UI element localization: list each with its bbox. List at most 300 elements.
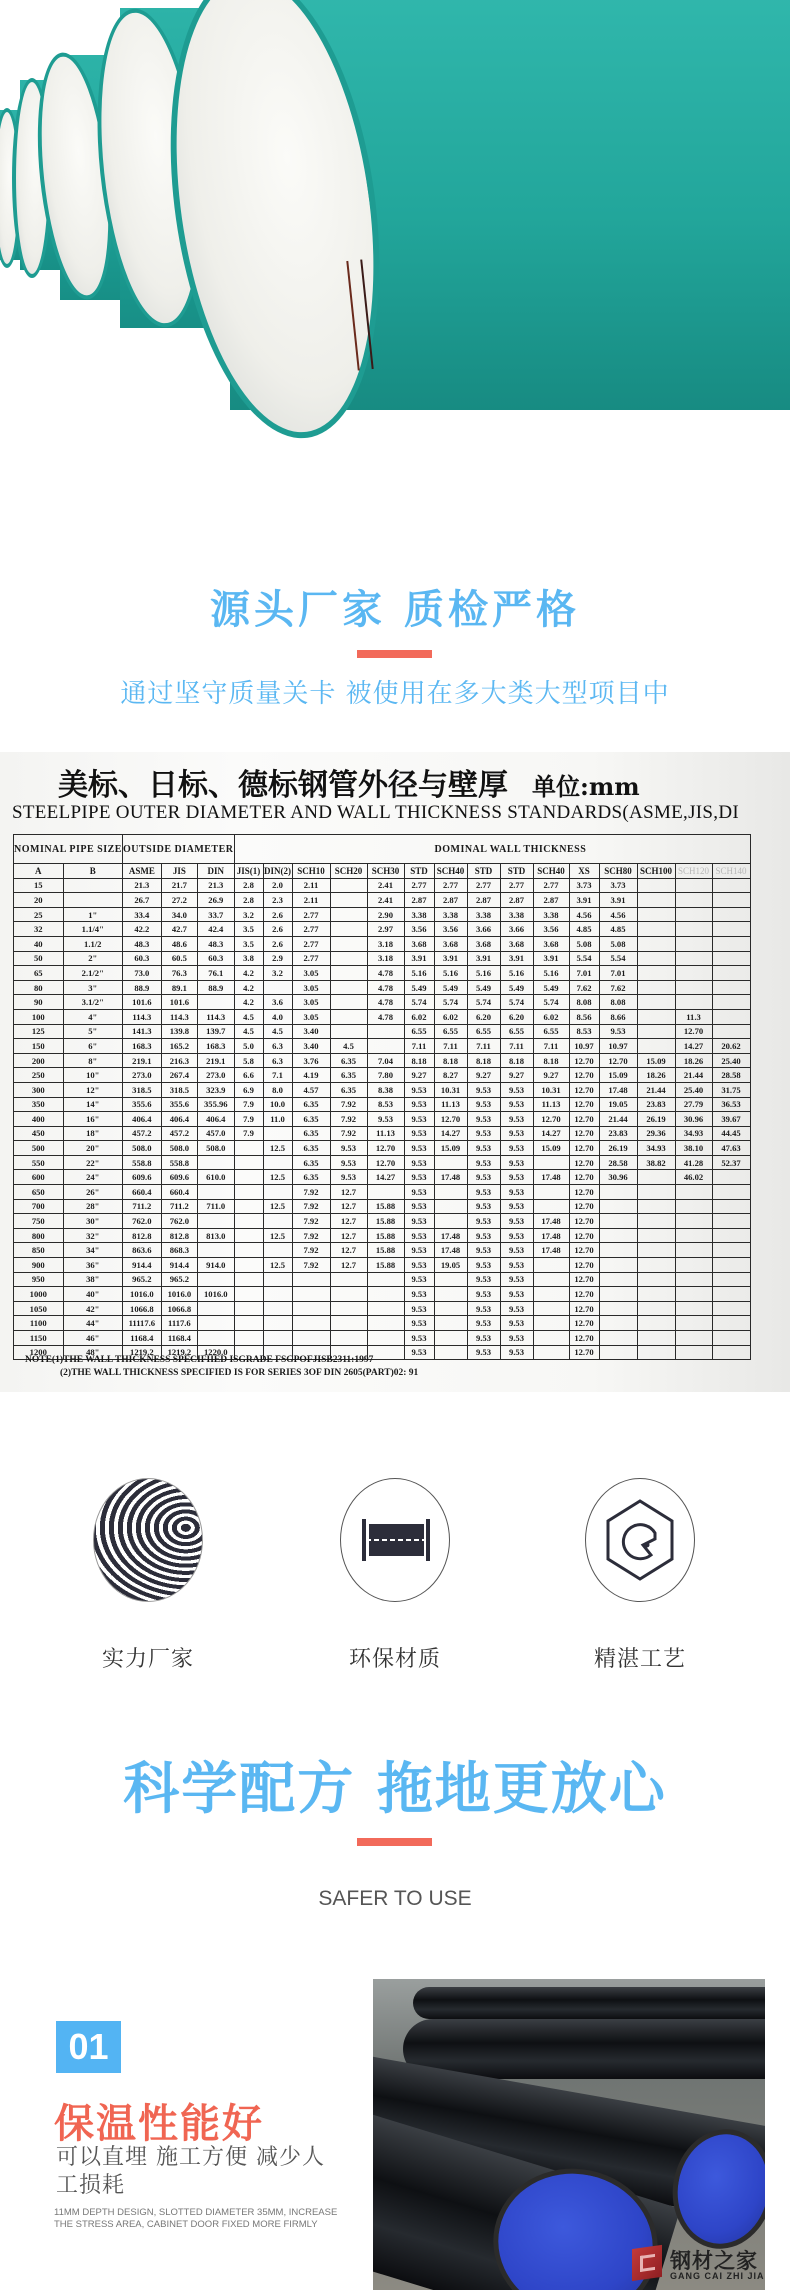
table-cell: 9.53: [404, 1126, 434, 1141]
table-cell: 19.05: [434, 1258, 467, 1273]
table-cell: [599, 1199, 637, 1214]
table-cell: [292, 1287, 330, 1302]
table-cell: 3.91: [467, 951, 500, 966]
table-cell: 2.77: [292, 907, 330, 922]
table-cell: 11.0: [263, 1112, 292, 1127]
table-cell: 8.18: [500, 1053, 533, 1068]
table-cell: 457.0: [198, 1126, 234, 1141]
column-header: ASME: [122, 864, 161, 879]
table-cell: 9.53: [467, 1214, 500, 1229]
table-cell: 5.0: [234, 1039, 263, 1054]
table-cell: 300: [14, 1082, 64, 1097]
table-cell: 9.53: [500, 1141, 533, 1156]
table-cell: 12.70: [569, 1243, 599, 1258]
table-cell: [599, 1287, 637, 1302]
table-cell: 3.73: [599, 878, 637, 893]
table-cell: 1100: [14, 1316, 64, 1331]
table-cell: 812.8: [161, 1228, 197, 1243]
table-cell: 9.53: [500, 1287, 533, 1302]
table-cell: 88.9: [198, 980, 234, 995]
table-cell: 9.53: [467, 1258, 500, 1273]
spec-sheet-title-cn: [58, 760, 640, 804]
table-cell: 23.83: [599, 1126, 637, 1141]
table-cell: 2.1/2": [63, 966, 122, 981]
table-cell: 863.6: [122, 1243, 161, 1258]
table-cell: 12.7: [330, 1214, 367, 1229]
table-cell: [675, 1345, 712, 1360]
table-cell: 14.27: [675, 1039, 712, 1054]
table-cell: 26.7: [122, 893, 161, 908]
table-cell: 2.90: [367, 907, 404, 922]
table-cell: 8.08: [569, 995, 599, 1010]
table-cell: 9.53: [467, 1082, 500, 1097]
table-cell: 9.53: [467, 1301, 500, 1316]
table-cell: [599, 1185, 637, 1200]
table-cell: 5.16: [434, 966, 467, 981]
table-cell: 12.70: [533, 1112, 569, 1127]
table-cell: 22": [63, 1155, 122, 1170]
column-header: STD: [467, 864, 500, 879]
table-cell: 12.70: [569, 1185, 599, 1200]
table-cell: 2.41: [367, 878, 404, 893]
table-cell: 9.53: [404, 1214, 434, 1229]
table-cell: 32: [14, 922, 64, 937]
table-cell: 2.87: [404, 893, 434, 908]
table-cell: 4.5: [330, 1039, 367, 1054]
table-cell: 711.2: [122, 1199, 161, 1214]
table-cell: 650: [14, 1185, 64, 1200]
table-cell: [330, 1287, 367, 1302]
table-cell: 30.96: [675, 1112, 712, 1127]
table-cell: [263, 1272, 292, 1287]
table-cell: [599, 1331, 637, 1346]
column-header: A: [14, 864, 64, 879]
pipe-section-icon: [340, 1478, 450, 1602]
table-cell: 60.5: [161, 951, 197, 966]
table-cell: 40": [63, 1287, 122, 1302]
table-cell: 12.5: [263, 1258, 292, 1273]
table-cell: 9.53: [404, 1155, 434, 1170]
table-cell: 2.0: [263, 878, 292, 893]
table-cell: 8.27: [434, 1068, 467, 1083]
table-cell: 10.97: [599, 1039, 637, 1054]
table-cell: 17.48: [533, 1214, 569, 1229]
table-cell: 12.70: [569, 1126, 599, 1141]
table-cell: 914.0: [198, 1258, 234, 1273]
table-cell: 3.68: [404, 936, 434, 951]
table-cell: [533, 1272, 569, 1287]
table-cell: 9.53: [500, 1316, 533, 1331]
table-cell: 273.0: [122, 1068, 161, 1083]
table-cell: 2": [63, 951, 122, 966]
table-cell: 457.2: [122, 1126, 161, 1141]
logo-text-en: GANG CAI ZHI JIA: [670, 2271, 765, 2281]
table-cell: 12.70: [569, 1214, 599, 1229]
table-cell: 26.19: [637, 1112, 675, 1127]
table-cell: [263, 1316, 292, 1331]
feature-english-caption: 11MM DEPTH DESIGN, SLOTTED DIAMETER 35MM, INCREASE THE STRESS AREA, CABINET DOOR FIXED MORE FIRMLY: [54, 2207, 338, 2230]
unit-label: 单位:mm: [532, 772, 640, 801]
table-cell: 17.48: [533, 1243, 569, 1258]
table-cell: [599, 1301, 637, 1316]
table-cell: [263, 1243, 292, 1258]
table-cell: [675, 980, 712, 995]
table-cell: [198, 1214, 234, 1229]
table-cell: 48.3: [198, 936, 234, 951]
table-cell: 7.11: [404, 1039, 434, 1054]
table-cell: 9.53: [467, 1155, 500, 1170]
table-cell: [637, 1301, 675, 1316]
table-cell: [599, 1272, 637, 1287]
table-cell: 150: [14, 1039, 64, 1054]
table-cell: [234, 1185, 263, 1200]
table-cell: 762.0: [161, 1214, 197, 1229]
table-cell: 11.13: [434, 1097, 467, 1112]
table-cell: 168.3: [198, 1039, 234, 1054]
table-cell: 9.53: [500, 1345, 533, 1360]
table-cell: [533, 1345, 569, 1360]
table-cell: 24": [63, 1170, 122, 1185]
table-cell: 600: [14, 1170, 64, 1185]
table-cell: 1016.0: [198, 1287, 234, 1302]
table-cell: 5.16: [533, 966, 569, 981]
table-row: [14, 1316, 751, 1331]
table-cell: 6.35: [330, 1053, 367, 1068]
table-cell: [599, 1345, 637, 1360]
table-cell: 2.6: [263, 907, 292, 922]
table-cell: 17.48: [599, 1082, 637, 1097]
table-cell: 12.7: [330, 1243, 367, 1258]
table-cell: [637, 966, 675, 981]
table-row: [14, 1199, 751, 1214]
table-cell: 3.91: [533, 951, 569, 966]
table-cell: [330, 1272, 367, 1287]
table-cell: 6.35: [330, 1068, 367, 1083]
table-cell: 7.11: [467, 1039, 500, 1054]
table-cell: 60.3: [122, 951, 161, 966]
feature-title: 保温性能好: [54, 2101, 264, 2147]
table-cell: 8.66: [599, 1009, 637, 1024]
table-cell: 5.08: [599, 936, 637, 951]
table-cell: 12.70: [569, 1141, 599, 1156]
table-cell: 711.0: [198, 1199, 234, 1214]
table-cell: 3.56: [404, 922, 434, 937]
table-cell: 12.5: [263, 1141, 292, 1156]
table-cell: [712, 951, 750, 966]
table-cell: 5.74: [467, 995, 500, 1010]
table-cell: 9.53: [404, 1287, 434, 1302]
table-cell: [637, 951, 675, 966]
table-cell: [234, 1301, 263, 1316]
table-cell: [675, 936, 712, 951]
table-cell: 114.3: [161, 1009, 197, 1024]
feature-number-badge: 01: [56, 2021, 121, 2073]
brand-logo: [630, 2245, 790, 2285]
table-cell: 17.48: [434, 1228, 467, 1243]
table-cell: [637, 1287, 675, 1302]
table-row: [14, 1272, 751, 1287]
table-cell: 3": [63, 980, 122, 995]
table-cell: 9.53: [467, 1097, 500, 1112]
table-cell: 6.20: [467, 1009, 500, 1024]
table-cell: 12.70: [569, 1272, 599, 1287]
table-cell: 355.6: [161, 1097, 197, 1112]
table-row: [14, 951, 751, 966]
table-cell: 100: [14, 1009, 64, 1024]
table-cell: [198, 1301, 234, 1316]
table-cell: 34.0: [161, 907, 197, 922]
table-cell: 5.49: [404, 980, 434, 995]
table-cell: 14.27: [367, 1170, 404, 1185]
table-row: [14, 1112, 751, 1127]
table-cell: 90: [14, 995, 64, 1010]
table-cell: 3.73: [569, 878, 599, 893]
table-cell: 9.53: [467, 1170, 500, 1185]
table-cell: [712, 1199, 750, 1214]
table-cell: 18.26: [675, 1053, 712, 1068]
table-cell: 3.1/2": [63, 995, 122, 1010]
column-header: JIS(1): [234, 864, 263, 879]
table-cell: 3.05: [292, 995, 330, 1010]
table-cell: [330, 995, 367, 1010]
table-cell: 3.38: [404, 907, 434, 922]
table-cell: [367, 1331, 404, 1346]
table-cell: 762.0: [122, 1214, 161, 1229]
table-cell: 23.83: [637, 1097, 675, 1112]
table-cell: 558.8: [122, 1155, 161, 1170]
table-cell: 12.70: [569, 1331, 599, 1346]
table-cell: [234, 1199, 263, 1214]
table-cell: 9.53: [330, 1170, 367, 1185]
table-cell: [234, 1170, 263, 1185]
table-cell: 165.2: [161, 1039, 197, 1054]
table-cell: 11.13: [367, 1126, 404, 1141]
table-cell: 219.1: [122, 1053, 161, 1068]
table-row: [14, 1039, 751, 1054]
table-cell: 139.8: [161, 1024, 197, 1039]
table-cell: [434, 1214, 467, 1229]
table-cell: 25: [14, 907, 64, 922]
table-cell: [675, 907, 712, 922]
table-cell: 7.92: [292, 1185, 330, 1200]
table-cell: 2.6: [263, 936, 292, 951]
table-cell: 1117.6: [161, 1316, 197, 1331]
table-cell: [234, 1243, 263, 1258]
table-cell: [234, 1287, 263, 1302]
table-cell: 15.09: [434, 1141, 467, 1156]
table-cell: 8.0: [263, 1082, 292, 1097]
feature-card-craft: [570, 1478, 710, 1673]
table-cell: [234, 1316, 263, 1331]
table-cell: 101.6: [161, 995, 197, 1010]
table-cell: 850: [14, 1243, 64, 1258]
table-cell: 3.8: [234, 951, 263, 966]
table-cell: 12.7: [330, 1228, 367, 1243]
accent-bar: [357, 650, 432, 658]
table-cell: 18": [63, 1126, 122, 1141]
column-header: DIN(2): [263, 864, 292, 879]
table-cell: 9.53: [500, 1228, 533, 1243]
table-cell: [637, 1345, 675, 1360]
table-cell: 12.70: [569, 1287, 599, 1302]
table-cell: 660.4: [122, 1185, 161, 1200]
table-cell: 2.97: [367, 922, 404, 937]
table-cell: 7.9: [234, 1112, 263, 1127]
table-cell: 12.70: [569, 1316, 599, 1331]
table-cell: 15.88: [367, 1199, 404, 1214]
table-cell: 6.35: [292, 1141, 330, 1156]
table-cell: 6.02: [533, 1009, 569, 1024]
table-cell: 9.53: [330, 1141, 367, 1156]
table-cell: 33.7: [198, 907, 234, 922]
table-cell: 34": [63, 1243, 122, 1258]
table-cell: 8.18: [467, 1053, 500, 1068]
column-header: SCH80: [599, 864, 637, 879]
hexagon-craft-icon: [585, 1478, 695, 1602]
table-cell: 3.91: [569, 893, 599, 908]
table-cell: 7.80: [367, 1068, 404, 1083]
table-cell: [637, 922, 675, 937]
table-cell: [367, 1272, 404, 1287]
table-cell: 2.11: [292, 893, 330, 908]
table-row: [14, 995, 751, 1010]
table-row: [14, 980, 751, 995]
table-cell: [198, 995, 234, 1010]
table-cell: 42.2: [122, 922, 161, 937]
table-cell: 6": [63, 1039, 122, 1054]
table-cell: 2.77: [404, 878, 434, 893]
feature-label: 精湛工艺: [593, 1647, 686, 1672]
table-cell: 3.38: [434, 907, 467, 922]
table-cell: 4.5: [263, 1024, 292, 1039]
table-cell: [234, 1155, 263, 1170]
table-cell: [198, 1185, 234, 1200]
table-cell: 2.87: [533, 893, 569, 908]
table-cell: 10.0: [263, 1097, 292, 1112]
table-cell: 350: [14, 1097, 64, 1112]
table-cell: 34.93: [637, 1141, 675, 1156]
table-cell: 1168.4: [122, 1331, 161, 1346]
table-cell: 2.87: [434, 893, 467, 908]
table-cell: 609.6: [122, 1170, 161, 1185]
section2-title: 科学配方 拖地更放心: [123, 1757, 667, 1822]
table-cell: 12.5: [263, 1199, 292, 1214]
table-cell: 3.6: [263, 995, 292, 1010]
spec-sheet: [0, 752, 790, 1392]
table-cell: 9.53: [599, 1024, 637, 1039]
table-cell: 9.53: [467, 1126, 500, 1141]
table-cell: [637, 1214, 675, 1229]
table-cell: [330, 1301, 367, 1316]
table-cell: [675, 1301, 712, 1316]
table-cell: 200: [14, 1053, 64, 1068]
table-cell: [330, 893, 367, 908]
table-cell: 4.57: [292, 1082, 330, 1097]
table-cell: 6.55: [434, 1024, 467, 1039]
section1-subtitle: 通过坚守质量关卡 被使用在多大类大型项目中: [120, 679, 670, 709]
nominal-pipe-size-header: NOMINAL PIPE SIZE: [14, 835, 123, 864]
table-cell: 9.53: [467, 1316, 500, 1331]
table-cell: 7.92: [292, 1228, 330, 1243]
table-row: [14, 1214, 751, 1229]
table-cell: [675, 966, 712, 981]
table-cell: 34.93: [675, 1126, 712, 1141]
table-cell: [599, 1258, 637, 1273]
black-pipes-photo: [373, 1979, 765, 2290]
column-header: STD: [500, 864, 533, 879]
table-cell: 8.08: [599, 995, 637, 1010]
table-cell: 14.27: [533, 1126, 569, 1141]
table-cell: 17.48: [434, 1170, 467, 1185]
table-cell: [434, 1272, 467, 1287]
table-cell: 6.55: [533, 1024, 569, 1039]
table-cell: 950: [14, 1272, 64, 1287]
table-cell: [198, 1331, 234, 1346]
column-header: JIS: [161, 864, 197, 879]
table-cell: [675, 1287, 712, 1302]
table-cell: 15.09: [533, 1141, 569, 1156]
logo-cube-icon: [632, 2245, 662, 2281]
table-cell: 15.88: [367, 1228, 404, 1243]
table-cell: 26.9: [198, 893, 234, 908]
table-cell: 4.78: [367, 995, 404, 1010]
table-cell: 5": [63, 1024, 122, 1039]
table-cell: 3.56: [434, 922, 467, 937]
table-cell: 3.68: [434, 936, 467, 951]
table-cell: 17.48: [533, 1170, 569, 1185]
table-cell: [712, 980, 750, 995]
table-cell: [712, 1170, 750, 1185]
table-row: [14, 936, 751, 951]
table-cell: 21.44: [599, 1112, 637, 1127]
table-cell: 30.96: [599, 1170, 637, 1185]
table-cell: [712, 1272, 750, 1287]
spec-table-body: [14, 878, 751, 1360]
table-cell: 318.5: [122, 1082, 161, 1097]
table-cell: 3.38: [467, 907, 500, 922]
table-cell: 1168.4: [161, 1331, 197, 1346]
table-cell: 28": [63, 1199, 122, 1214]
table-cell: 3.18: [367, 936, 404, 951]
table-cell: 3.40: [292, 1024, 330, 1039]
table-cell: 10.31: [533, 1082, 569, 1097]
table-cell: [637, 1258, 675, 1273]
table-cell: [533, 1316, 569, 1331]
table-cell: 5.49: [500, 980, 533, 995]
table-cell: 3.66: [500, 922, 533, 937]
table-cell: 609.6: [161, 1170, 197, 1185]
table-cell: 15.88: [367, 1214, 404, 1229]
table-row: [14, 1126, 751, 1141]
table-cell: 9.53: [500, 1243, 533, 1258]
table-cell: 3.05: [292, 1009, 330, 1024]
table-cell: [712, 1228, 750, 1243]
table-cell: 6.35: [292, 1097, 330, 1112]
table-cell: 12.70: [569, 1170, 599, 1185]
table-cell: 15: [14, 878, 64, 893]
table-cell: 457.2: [161, 1126, 197, 1141]
table-cell: [712, 922, 750, 937]
table-cell: 9.53: [467, 1243, 500, 1258]
table-cell: 28.58: [599, 1155, 637, 1170]
table-cell: 52.37: [712, 1155, 750, 1170]
table-cell: 7.11: [533, 1039, 569, 1054]
table-cell: 3.38: [533, 907, 569, 922]
table-cell: 5.74: [404, 995, 434, 1010]
table-cell: 9.53: [467, 1141, 500, 1156]
table-cell: 31.75: [712, 1082, 750, 1097]
table-cell: 76.3: [161, 966, 197, 981]
